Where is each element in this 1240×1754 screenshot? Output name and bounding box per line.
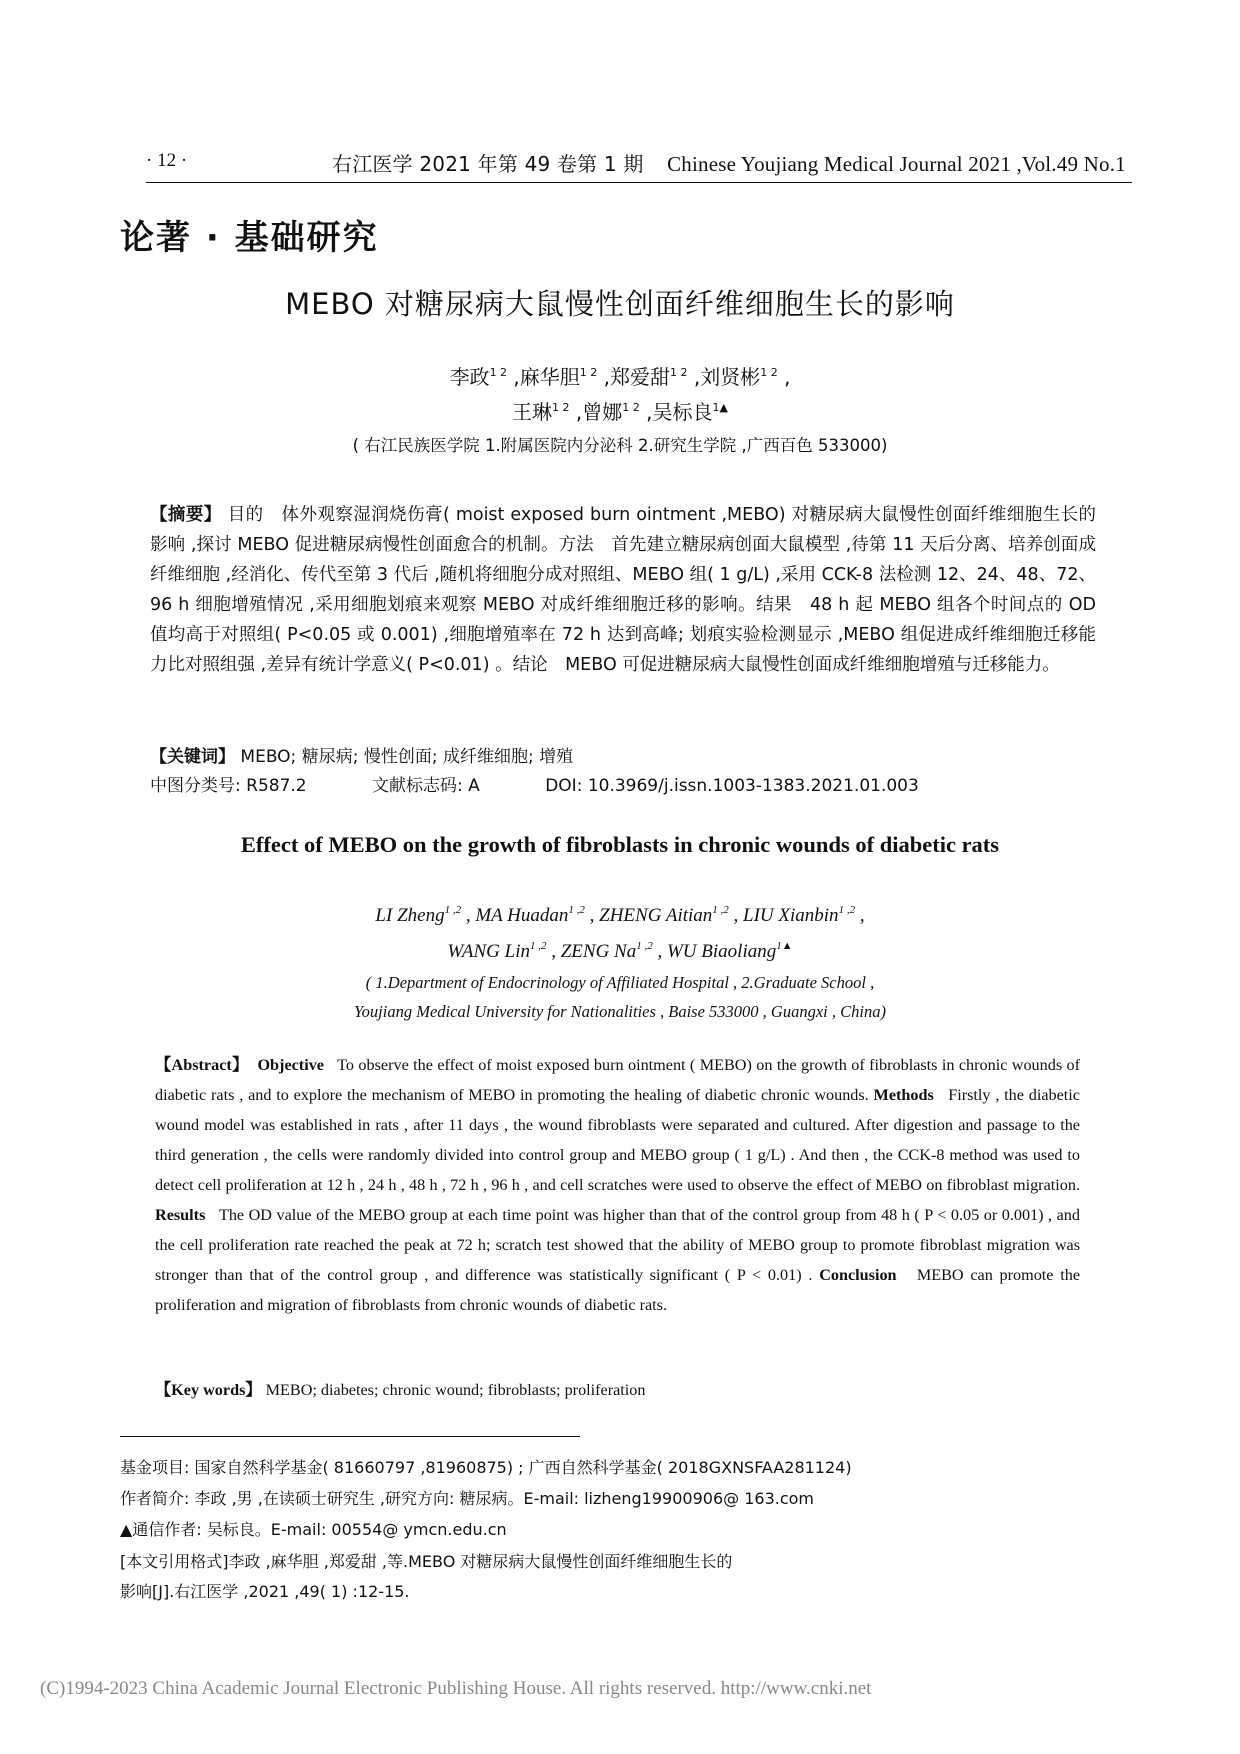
authors-en-line1: LI Zheng$^{1 ,2}$ , MA Huadan$^{1 ,2}$ , ZHENG Aitian$^{1 ,2}$ , LIU Xianbin$^{1 ,2}$ , bbox=[375, 904, 865, 926]
author-separator: , bbox=[777, 365, 791, 389]
author-name: 吴标良 bbox=[652, 400, 713, 424]
authors-en-line2: WANG Lin$^{1 ,2}$ , ZENG Na$^{1 ,2}$ , WU Biaoliang$^{1▲}$ bbox=[447, 940, 793, 962]
author-affiliation-mark: 1 2 bbox=[622, 401, 640, 414]
page-number: · 12 · bbox=[146, 150, 188, 171]
author-affiliation-mark: 1 ,2 bbox=[838, 904, 856, 916]
results-text: The OD value of the MEBO group at each time point was higher than that of the control group from 48 h ( P < 0.05 or 0.001) , and the cell proliferation rate reached the peak at 72 h; scratch test showed that the ability of MEBO group to promote fibroblast migration was stronger than that of the control group , and difference was statistically significant ( P < 0.01) . bbox=[155, 1206, 1080, 1284]
abstract-cn-label: 【摘要】 bbox=[150, 505, 222, 525]
keywords-en-label: 【Key words】 bbox=[155, 1381, 262, 1399]
author-name: 麻华胆 bbox=[519, 365, 580, 389]
author-affiliation-mark: 1 2 bbox=[670, 366, 688, 379]
author-affiliation-mark: 1 ,2 bbox=[712, 904, 729, 916]
abstract-cn bbox=[150, 500, 1096, 680]
objective-label: Objective bbox=[257, 1056, 324, 1074]
objective-text: To observe the effect of moist exposed burn ointment ( MEBO) on the growth of fibroblasts in chronic wounds of diabetic rats , and to explore the mechanism of MEBO in promoting the healing of diabetic chronic wounds. bbox=[155, 1056, 1081, 1104]
title-cn: MEBO 对糖尿病大鼠慢性创面纤维细胞生长的影响 bbox=[285, 287, 955, 321]
author-affiliation-mark: 1 ,2 bbox=[568, 904, 585, 916]
author-separator: , bbox=[507, 365, 520, 389]
author-name: 王琳 bbox=[512, 400, 553, 424]
author-separator: , bbox=[569, 400, 583, 424]
keywords-cn-label: 【关键词】 bbox=[150, 747, 235, 767]
author-name: 李政 bbox=[449, 365, 490, 389]
doi: DOI: 10.3969/j.issn.1003-1383.2021.01.003 bbox=[545, 776, 919, 796]
classification-line bbox=[150, 771, 979, 796]
author-affiliation-mark: 1 2 bbox=[489, 366, 508, 379]
abstract-cn-text: 目的 体外观察湿润烧伤膏( moist exposed burn ointment ,MEBO) 对糖尿病大鼠慢性创面纤维细胞生长的影响 ,探讨 MEBO 促进糖尿病慢性创面愈合的机制。方法 首先建立糖尿病创面大鼠模型 ,待第 11 天后分离、培养创面成纤维细胞 ,经消化、传代至第 3 代后 ,随机将细胞分成对照组、MEBO 组( 1 g/L) ,采用 CCK-8 法检测 12、24、48、72、96 h 细胞增殖情况 ,采用细胞划痕来观察 MEBO 对成纤维细胞迁移的影响。结果 48 h 起 MEBO 组各个时间点的 OD 值均高于对照组( P<0.05 或 0.001) ,细胞增殖率在 72 h 达到高峰; 划痕实验检测显示 ,MEBO 组促进成纤维细胞迁移能力比对照组强 ,差异有统计学意义( P<0.01) 。结论 MEBO 可促进糖尿病大鼠慢性创面成纤维细胞增殖与迁移能力。 bbox=[150, 505, 1097, 675]
footnote-rule bbox=[120, 1436, 580, 1437]
author-name: 曾娜 bbox=[582, 400, 623, 424]
abstract-en bbox=[155, 1050, 1080, 1320]
affiliation-en-line1: ( 1.Department of Endocrinology of Affiliated Hospital , 2.Graduate School , bbox=[365, 973, 875, 992]
author-name: 郑爱甜 bbox=[610, 365, 670, 389]
authors-cn-line1 bbox=[0, 361, 1240, 390]
clc-number: 中图分类号: R587.2 bbox=[150, 776, 307, 796]
running-header bbox=[332, 148, 1132, 177]
footnote-fund: 基金项目: 国家自然科学基金( 81660797 ,81960875) ; 广西自然科学基金( 2018GXNSFAA281124) bbox=[120, 1458, 852, 1477]
author-separator: , bbox=[687, 365, 701, 389]
footnote-citation-line1: [本文引用格式]李政 ,麻华胆 ,郑爱甜 ,等.MEBO 对糖尿病大鼠慢性创面纤维细胞生长的 bbox=[120, 1552, 733, 1571]
author-affiliation-mark: 1▲ bbox=[712, 401, 728, 414]
footnote-citation-line2: 影响[J].右江医学 ,2021 ,49( 1) :12-15. bbox=[120, 1582, 410, 1601]
header-rule bbox=[146, 182, 1132, 183]
author-affiliation-mark: 1 2 bbox=[579, 366, 598, 379]
footnote-corresponding: ▲通信作者: 吴标良。E-mail: 00554@ ymcn.edu.cn bbox=[120, 1520, 507, 1539]
journal-name-cn: 右江医学 2021 年第 49 卷第 1 期 bbox=[332, 152, 644, 176]
keywords-en bbox=[155, 1376, 646, 1400]
methods-label: Methods bbox=[873, 1086, 934, 1104]
authors-cn-line2 bbox=[0, 396, 1240, 425]
conclusion-text: MEBO can promote the proliferation and migration of fibroblasts from chronic wounds of diabetic rats. bbox=[155, 1266, 1081, 1314]
author-affiliation-mark: 1 2 bbox=[760, 366, 778, 379]
abstract-en-label: 【Abstract】 bbox=[155, 1056, 249, 1074]
document-code: 文献标志码: A bbox=[372, 776, 480, 796]
author-affiliation-mark: 1 ,2 bbox=[529, 940, 547, 952]
conclusion-label: Conclusion bbox=[819, 1266, 897, 1284]
author-separator: , bbox=[597, 365, 610, 389]
keywords-cn bbox=[150, 742, 573, 767]
author-affiliation-mark: 1 2 bbox=[552, 401, 570, 414]
author-name: 刘贤彬 bbox=[700, 365, 761, 389]
keywords-en-text: MEBO; diabetes; chronic wound; fibroblasts; proliferation bbox=[261, 1381, 646, 1399]
author-affiliation-mark: 1 ,2 bbox=[444, 904, 462, 916]
author-separator: , bbox=[639, 400, 653, 424]
affiliation-en-line2: Youjiang Medical University for Nationalities , Baise 533000 , Guangxi , China) bbox=[354, 1002, 886, 1021]
methods-text: Firstly , the diabetic wound model was established in rats , after 11 days , the wound fibroblasts were separated and cultured. After digestion and passage to the third generation , the cells were randomly divided into control group and MEBO group ( 1 g/L) . And then , the CCK-8 method was used to detect cell proliferation at 12 h , 24 h , 48 h , 72 h , 96 h , and cell scratches were used to observe the effect of MEBO on fibroblast migration. bbox=[155, 1086, 1080, 1194]
author-affiliation-mark: 1▲ bbox=[776, 940, 793, 952]
affiliation-cn: ( 右江民族医学院 1.附属医院内分泌科 2.研究生学院 ,广西百色 533000) bbox=[352, 436, 888, 455]
copyright-notice: (C)1994-2023 China Academic Journal Electronic Publishing House. All rights reserved. http://www.cnki.net bbox=[40, 1678, 872, 1699]
results-label: Results bbox=[155, 1206, 206, 1224]
keywords-cn-text: MEBO; 糖尿病; 慢性创面; 成纤维细胞; 增殖 bbox=[235, 747, 574, 767]
footnote-author-bio: 作者简介: 李政 ,男 ,在读硕士研究生 ,研究方向: 糖尿病。E-mail: lizheng19900906@ 163.com bbox=[120, 1489, 815, 1508]
title-en: Effect of MEBO on the growth of fibroblasts in chronic wounds of diabetic rats bbox=[240, 832, 1000, 857]
section-label: 论著 · 基础研究 bbox=[120, 218, 379, 258]
author-affiliation-mark: 1 ,2 bbox=[636, 940, 653, 952]
journal-name-en: Chinese Youjiang Medical Journal 2021 ,Vol.49 No.1 bbox=[667, 152, 1126, 176]
